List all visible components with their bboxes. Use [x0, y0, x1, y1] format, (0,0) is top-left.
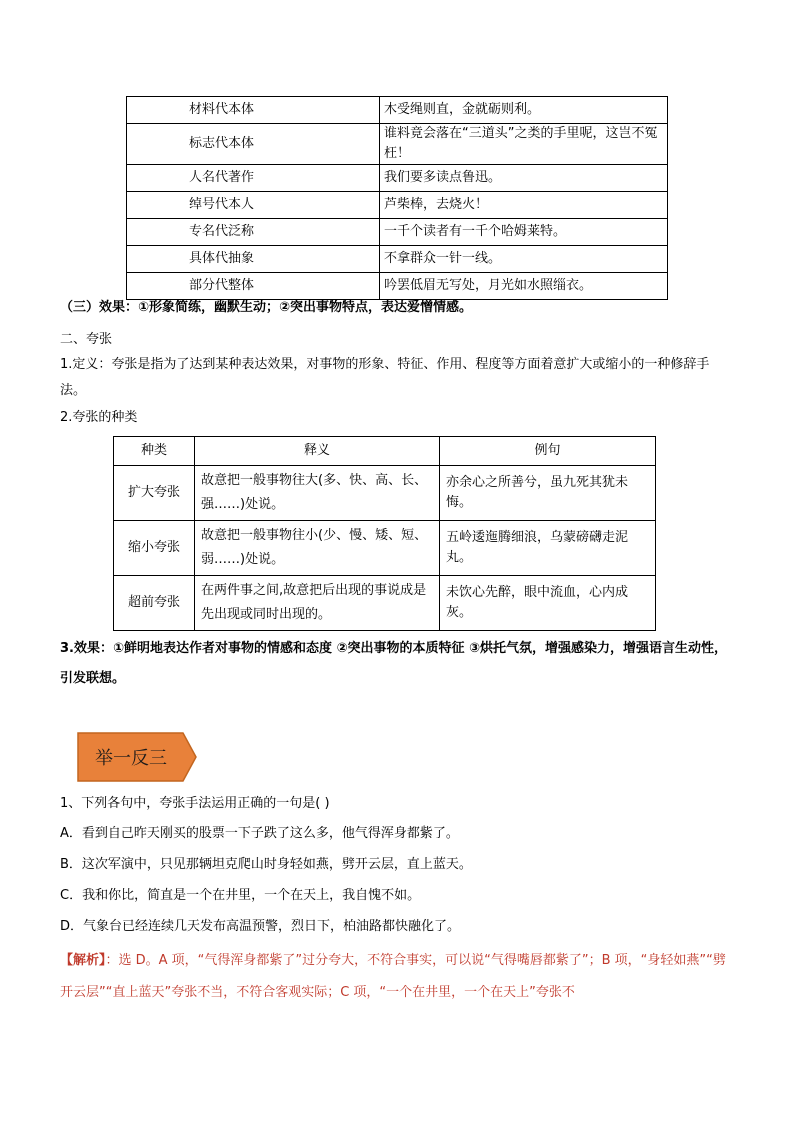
table-row [114, 466, 656, 521]
example-cell: 亦余心之所善兮，虽九死其犹未悔。 [440, 466, 656, 521]
kind-cell: 缩小夸张 [114, 521, 195, 576]
metonymy-type-cell: 材料代本体 [127, 97, 380, 124]
metonymy-table [126, 96, 668, 300]
analysis-paragraph [60, 945, 736, 1009]
analysis-tag: 【解析】 [60, 953, 106, 968]
metonymy-type-cell: 部分代整体 [127, 273, 380, 300]
section-title-hyperbole: 二、夸张 [60, 332, 113, 347]
header-kind: 种类 [114, 437, 195, 466]
meaning-cell: 故意把一般事物往大(多、快、高、长、强……)处说。 [195, 466, 440, 521]
table-row [127, 165, 668, 192]
table-row [127, 192, 668, 219]
metonymy-example-cell: 芦柴棒，去烧火！ [380, 192, 668, 219]
banner-label: 举一反三 [95, 748, 167, 769]
question-stem: 1、下列各句中，夸张手法运用正确的一句是( ) [60, 796, 330, 811]
header-example: 例句 [440, 437, 656, 466]
option-a: A．看到自己昨天刚买的股票一下子跌了这么多，他气得浑身都紫了。 [60, 826, 459, 841]
table-row [114, 521, 656, 576]
option-d: D．气象台已经连续几天发布高温预警，烈日下，柏油路都快融化了。 [60, 919, 461, 934]
metonymy-example-cell: 不拿群众一针一线。 [380, 246, 668, 273]
meaning-cell: 故意把一般事物往小(少、慢、矮、短、弱……)处说。 [195, 521, 440, 576]
example-cell: 未饮心先醉，眼中流血，心内成灰。 [440, 576, 656, 631]
definition-paragraph: 1.定义：夸张是指为了达到某种表达效果，对事物的形象、特征、作用、程度等方面着意扩大或缩小的一种修辞手法。 [60, 357, 710, 398]
metonymy-example-cell: 木受绳则直，金就砺则利。 [380, 97, 668, 124]
metonymy-type-cell: 标志代本体 [127, 124, 380, 165]
metonymy-type-cell: 专名代泛称 [127, 219, 380, 246]
table-row [127, 97, 668, 124]
example-cell: 五岭逶迤腾细浪，乌蒙磅礴走泥丸。 [440, 521, 656, 576]
meaning-cell: 在两件事之间,故意把后出现的事说成是先出现或同时出现的。 [195, 576, 440, 631]
table-row [114, 576, 656, 631]
table-row [127, 246, 668, 273]
practice-banner [77, 732, 197, 782]
table-row [127, 219, 668, 246]
table-row [127, 273, 668, 300]
metonymy-type-cell: 人名代著作 [127, 165, 380, 192]
metonymy-type-cell: 具体代抽象 [127, 246, 380, 273]
table-row [127, 124, 668, 165]
hyperbole-table [113, 436, 656, 631]
kind-cell: 扩大夸张 [114, 466, 195, 521]
metonymy-example-cell: 吟罢低眉无写处，月光如水照缁衣。 [380, 273, 668, 300]
metonymy-type-cell: 绰号代本人 [127, 192, 380, 219]
option-b: B．这次军演中，只见那辆坦克爬山时身轻如燕，劈开云层，直上蓝天。 [60, 857, 472, 872]
kind-cell: 超前夸张 [114, 576, 195, 631]
effect-line: （三）效果：①形象简练，幽默生动；②突出事物特点，表达爱憎情感。 [60, 300, 473, 315]
metonymy-example-cell: 一千个读者有一千个哈姆莱特。 [380, 219, 668, 246]
hyperbole-effect: 3.效果：①鲜明地表达作者对事物的情感和态度 ②突出事物的本质特征 ③烘托气氛，增强感染力，增强语言生动性，引发联想。 [60, 641, 728, 686]
header-meaning: 释义 [195, 437, 440, 466]
metonymy-example-cell: 我们要多读点鲁迅。 [380, 165, 668, 192]
option-c: C．我和你比，简直是一个在井里，一个在天上，我自愧不如。 [60, 888, 421, 903]
kinds-title: 2.夸张的种类 [60, 410, 138, 425]
metonymy-example-cell: 谁料竟会落在“三道头”之类的手里呢，这岂不冤枉！ [380, 124, 668, 165]
analysis-text: ：选 D。A 项，“气得浑身都紫了”过分夸大，不符合事实，可以说“气得嘴唇都紫了”；B 项，“身轻如燕”“劈开云层”“直上蓝天”夸张不当，不符合客观实际；C 项，“一个在井里，一个在天上”夸张不 [60, 953, 726, 1000]
